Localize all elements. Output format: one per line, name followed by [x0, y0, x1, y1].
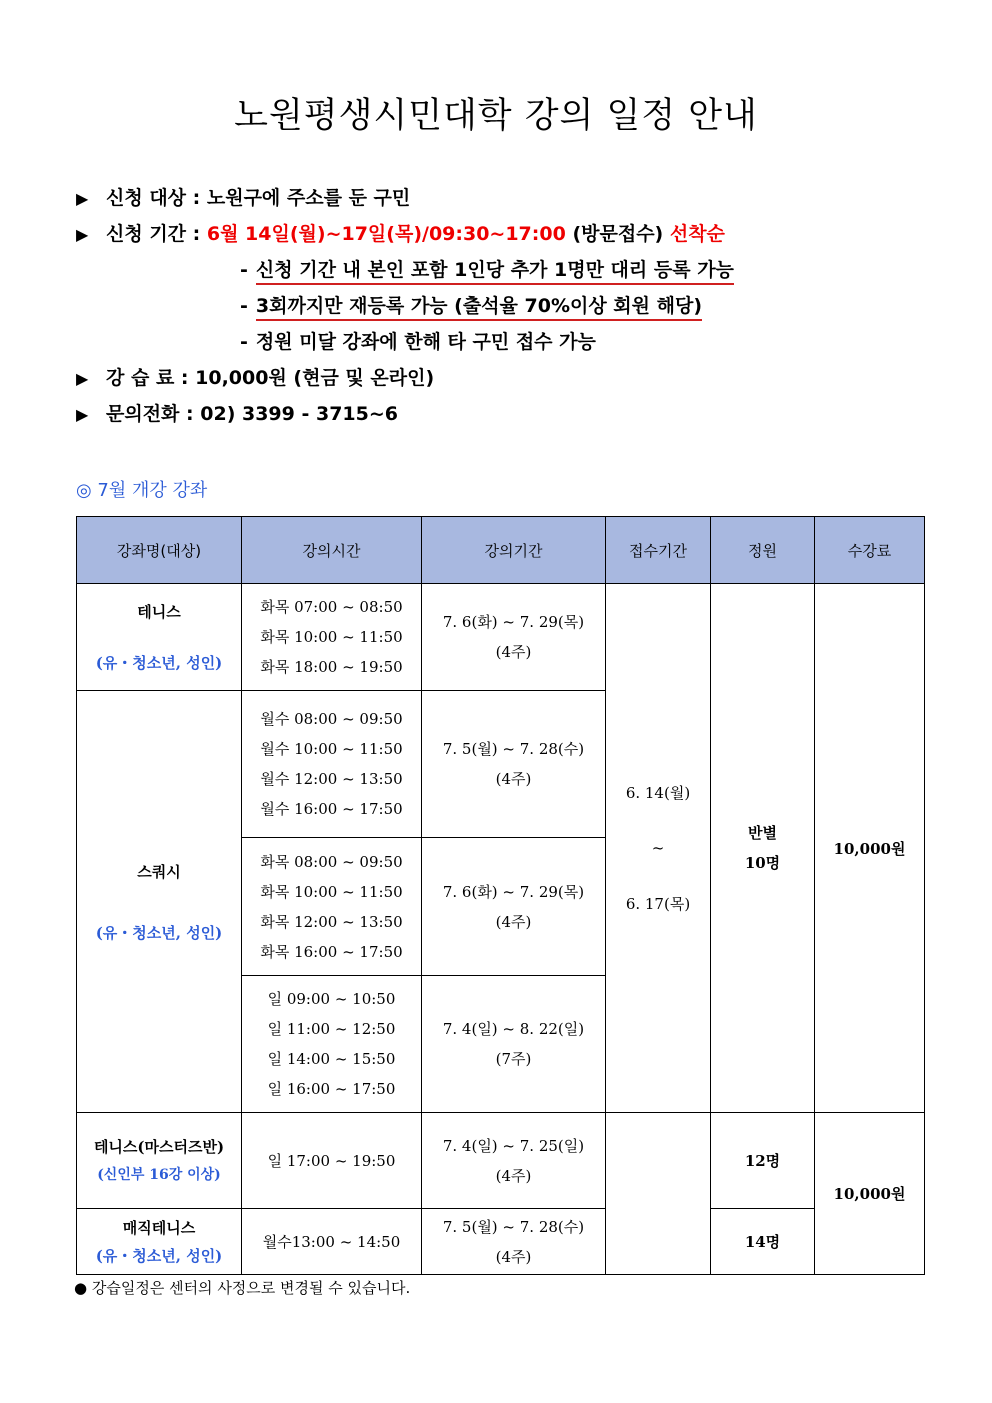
info-target: ▶ 신청 대상 : 노원구에 주소를 둔 구민	[76, 180, 956, 216]
arrow-icon: ▶	[76, 189, 89, 208]
period-cell: 7. 6(화) ~ 7. 29(목) (4주)	[422, 584, 606, 691]
table-row	[77, 1209, 925, 1275]
period-cell: 7. 6(화) ~ 7. 29(목) (4주)	[422, 838, 606, 976]
page-title: 노원평생시민대학 강의 일정 안내	[234, 96, 758, 136]
period-cell: 7. 4(일) ~ 7. 25(일) (4주)	[422, 1113, 606, 1209]
section-title: ◎ 7월 개강 강좌	[76, 480, 208, 501]
course-cell-tennis: 테니스 (유・청소년, 성인)	[77, 584, 242, 691]
info-note-2: - 3회까지만 재등록 가능 (출석율 70%이상 회원 해당)	[76, 288, 956, 324]
info-phone: ▶ 문의전화 : 02) 3399 - 3715~6	[76, 396, 956, 432]
arrow-icon: ▶	[76, 405, 89, 424]
header-fee: 수강료	[815, 517, 925, 584]
table-header-row	[77, 517, 925, 584]
time-cell: 일 09:00 ~ 10:50 일 11:00 ~ 12:50 일 14:00 ~ 15:50 일 16:00 ~ 17:50	[242, 976, 422, 1113]
time-cell: 월수13:00 ~ 14:50	[242, 1209, 422, 1275]
info-fee: ▶ 강 습 료 : 10,000원 (현금 및 온라인)	[76, 360, 956, 396]
info-note-3: - 정원 미달 강좌에 한해 타 구민 접수 가능	[240, 331, 596, 353]
capacity-cell-main: 반별 10명	[711, 584, 815, 1113]
footnote: ● 강습일정은 센터의 사정으로 변경될 수 있습니다.	[74, 1279, 411, 1297]
arrow-icon: ▶	[76, 225, 89, 244]
course-cell-magic: 매직테니스 (유・청소년, 성인)	[77, 1209, 242, 1275]
fee-cell-bottom: 10,000원	[815, 1113, 925, 1275]
header-time: 강의시간	[242, 517, 422, 584]
period-cell: 7. 5(월) ~ 7. 28(수) (4주)	[422, 1209, 606, 1275]
info-note-1: - 신청 기간 내 본인 포함 1인당 추가 1명만 대리 등록 가능	[76, 252, 956, 288]
time-cell: 화목 08:00 ~ 09:50 화목 10:00 ~ 11:50 화목 12:00 ~ 13:50 화목 16:00 ~ 17:50	[242, 838, 422, 976]
time-cell: 일 17:00 ~ 19:50	[242, 1113, 422, 1209]
registration-cell-bottom	[606, 1113, 711, 1275]
arrow-icon: ▶	[76, 369, 89, 388]
capacity-cell-magic: 14명	[711, 1209, 815, 1275]
capacity-cell-masters: 12명	[711, 1113, 815, 1209]
header-capacity: 정원	[711, 517, 815, 584]
course-cell-squash: 스쿼시 (유・청소년, 성인)	[77, 691, 242, 1113]
table-row	[77, 584, 925, 691]
fee-cell-main: 10,000원	[815, 584, 925, 1113]
info-period: ▶ 신청 기간 : 6월 14일(월)~17일(목)/09:30~17:00 (방문접수) 선착순	[76, 216, 956, 252]
header-period: 강의기간	[422, 517, 606, 584]
course-cell-masters: 테니스(마스터즈반) (신인부 16강 이상)	[77, 1113, 242, 1209]
info-block	[76, 180, 956, 432]
period-cell: 7. 4(일) ~ 8. 22(일) (7주)	[422, 976, 606, 1113]
registration-cell: 6. 14(월) ~ 6. 17(목)	[606, 584, 711, 1113]
time-cell: 화목 07:00 ~ 08:50 화목 10:00 ~ 11:50 화목 18:00 ~ 19:50	[242, 584, 422, 691]
time-cell: 월수 08:00 ~ 09:50 월수 10:00 ~ 11:50 월수 12:00 ~ 13:50 월수 16:00 ~ 17:50	[242, 691, 422, 838]
schedule-table	[76, 516, 925, 1275]
period-cell: 7. 5(월) ~ 7. 28(수) (4주)	[422, 691, 606, 838]
header-course: 강좌명(대상)	[77, 517, 242, 584]
table-row	[77, 1113, 925, 1209]
header-registration: 접수기간	[606, 517, 711, 584]
